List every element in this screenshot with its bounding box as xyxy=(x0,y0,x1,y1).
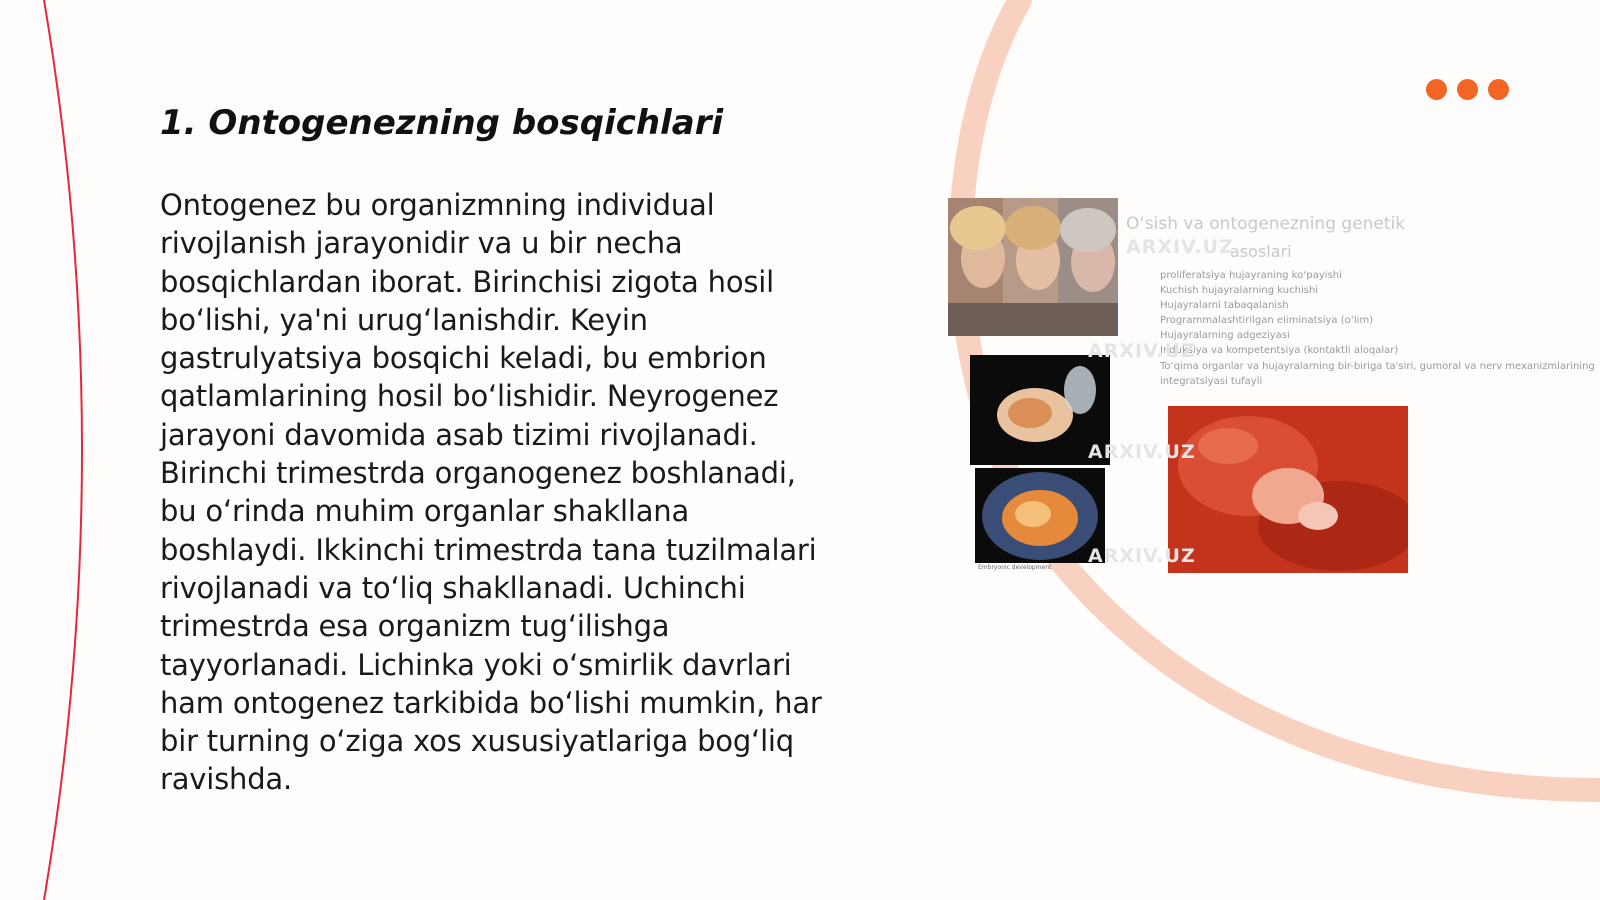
ontogenesis-figure xyxy=(948,198,1595,578)
accent-dots xyxy=(1426,79,1509,100)
left-red-arc xyxy=(44,0,82,900)
figure-list xyxy=(1160,268,1595,389)
embryo-caption: Embryonic development xyxy=(978,564,1052,571)
embryo-photo-sac xyxy=(975,468,1105,563)
aging-faces-photo xyxy=(948,198,1118,336)
watermark: ARXIV.UZ xyxy=(1126,236,1234,258)
figure-title: O‘sish va ontogenezning genetik xyxy=(1126,214,1406,234)
dot-icon xyxy=(1488,79,1509,100)
watermark: ARXIV.UZ xyxy=(1088,441,1196,463)
list-item: proliferatsiya hujayraning ko‘payishi xyxy=(1160,270,1342,281)
watermark: ARXIV.UZ xyxy=(1088,545,1196,567)
list-item: Kuchish hujayralarning kuchishi xyxy=(1160,285,1319,297)
list-item: Hujayralarni tabaqalanish xyxy=(1160,300,1289,312)
list-item: integratsiyasi tufayli xyxy=(1160,375,1263,387)
slide-body-text: Ontogenez bu organizmning individual rivojlanish jarayonidir va u bir necha bosqichlardan iborat. Birinchisi zigota hosil bo‘lishi, ya'ni urug‘lanishdir. Keyin gastrulyatsiya bosqichi keladi, bu embrion qatlamlarining hosil bo‘lishidir. Neyrogenez jarayoni davomida asab tizimi rivojlanadi. Birinchi trimestrda organogenez boshlanadi, bu o‘rinda muhim organlar shakllana boshlaydi. Ikkinchi trimestrda tana tuzilmalari rivojlanadi va to‘liq shakllanadi. Uchinchi trimestrda esa organizm tug‘ilishga tayyorlanadi. Lichinka yoki o‘smirlik davrlari ham ontogenez tarkibida bo‘lishi mumkin, har bir turning o‘ziga xos xususiyatlariga bog‘liq ravishda. xyxy=(160,188,822,797)
watermark: ARXIV.UZ xyxy=(1088,340,1196,362)
list-item: Programmalashtirilgan eliminatsiya (o‘lim) xyxy=(1160,315,1374,327)
list-item: To‘qima organlar va hujayralarning bir-biriga ta'siri, gumoral va nerv mexanizmlarining xyxy=(1160,360,1595,372)
dot-icon xyxy=(1457,79,1478,100)
list-item: Induksiya va kompetentsiya (kontaktli aloqalar) xyxy=(1160,345,1399,357)
slide-title: 1. Ontogenezning bosqichlari xyxy=(160,103,724,143)
figure-subtitle: asoslari xyxy=(1230,242,1292,261)
fetus-photo xyxy=(1168,406,1408,573)
list-item: Hujayralarning adgeziyasi xyxy=(1160,330,1290,342)
dot-icon xyxy=(1426,79,1447,100)
